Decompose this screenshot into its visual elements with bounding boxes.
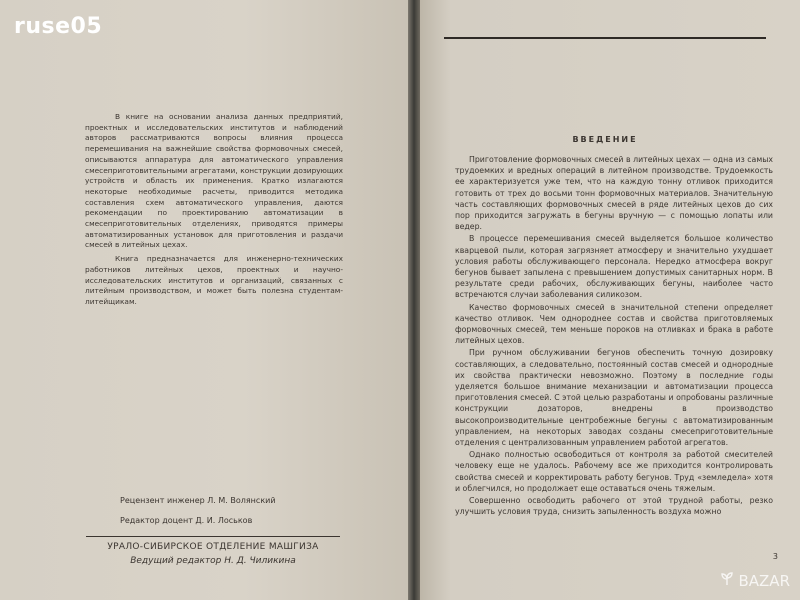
body-paragraph: Качество формовочных смесей в значительной степени определяет качество отливок. Чем однороднее состав и свойства приготовляемых формовочных смесей, тем меньше пороков на отливках и брака в работе литейных цехов.: [455, 302, 773, 346]
body-paragraph: В процессе перемешивания смесей выделяется большое количество кварцевой пыли, которая загрязняет атмосферу и значительно ухудшает условия работы обслуживающего персонала. Нередко атмосфера вокруг бегунов бывает запылена с превышением допустимых санитарных норм. В результате среди рабочих, обслуживающих бегуны, наиболее часто встречаются случаи заболевания силикозом.: [455, 234, 773, 300]
header-rule: [444, 37, 766, 39]
body-paragraph: Однако полностью освободиться от контроля за работой смесителей человеку еще не удалось. Рабочему все же приходится контролировать свойства смесей и корректировать работу бегунов. Труд «земледела» хотя и облегчился, но продолжает еще оставаться очень тяжелым.: [455, 450, 773, 493]
page-number: 3: [772, 552, 778, 561]
editor-credit: Редактор доцент Д. И. Лоськов: [120, 516, 253, 525]
watermark-bazar: [720, 572, 790, 590]
section-title: ВВЕДЕНИЕ: [572, 135, 638, 144]
publisher-org: УРАЛО-СИБИРСКОЕ ОТДЕЛЕНИЕ МАШГИЗА: [107, 542, 319, 552]
body-paragraph: При ручном обслуживании бегунов обеспечить точную дозировку составляющих, а следовательно, постоянный состав смесей и однородные их свойства практически невозможно. Поэтому в последние годы уделяется большое внимание механизации и автоматизации процесса приготовления смесей. С этой целью разработаны и опробованы различные конструкции дозаторов, внедрены в производство высокопроизводительные центробежные бегуны с автоматизированным управлением, на некоторых заводах созданы смесеприготовительные отделения с централизованным управлением работой агрегатов.: [455, 348, 773, 448]
introduction-text: [455, 154, 773, 518]
sprout-icon: [720, 572, 734, 590]
lead-editor: Ведущий редактор Н. Д. Чиликина: [130, 556, 296, 566]
annotation-paragraph: В книге на основании анализа данных предприятий, проектных и исследовательских институтов и наблюдений авторов рассматриваются вопросы влияния процесса перемешивания на важнейшие свойства формовочных смесей, описываются аппаратура для автоматического управления смесеприготовительными агрегатами, конструкции дозирующих устройств и область их применения. Кратко излагаются некоторые необходимые расчеты, приводится методика составления схем автоматического управления, даются рекомендации по проектированию автоматизации в смесеприготовительных отделениях, приводятся примеры автоматизированных установок для приготовления и раздачи смесей в литейных цехах.: [85, 112, 343, 250]
watermark-ruse05: ruse05: [14, 14, 103, 39]
reviewer-credit: Рецензент инженер Л. М. Волянский: [120, 496, 276, 505]
watermark-bazar-text: BAZAR: [738, 572, 790, 590]
body-paragraph: Совершенно освободить рабочего от этой трудной работы, резко улучшить условия труда, снизить запыленность воздуха можно: [455, 496, 773, 517]
annotation-paragraph: Книга предназначается для инженерно-технических работников литейных цехов, проектных и научно-исследовательских институтов и организаций, связанных с литейным производством, и может быть полезна студентам-литейщикам.: [85, 254, 343, 306]
body-paragraph: Приготовление формовочных смесей в литейных цехах — одна из самых трудоемких и вредных операций в литейном производстве. Трудоемкость ее характеризуется уже тем, что на каждую тонну отливок приходится готовить от трех до восьми тонн формовочных материалов. Значительную часть составляющих формовочных смесей в ряде литейных цехов до сих пор приходится загружать в бегуны вручную — с помощью лопаты или ведер.: [455, 155, 773, 232]
